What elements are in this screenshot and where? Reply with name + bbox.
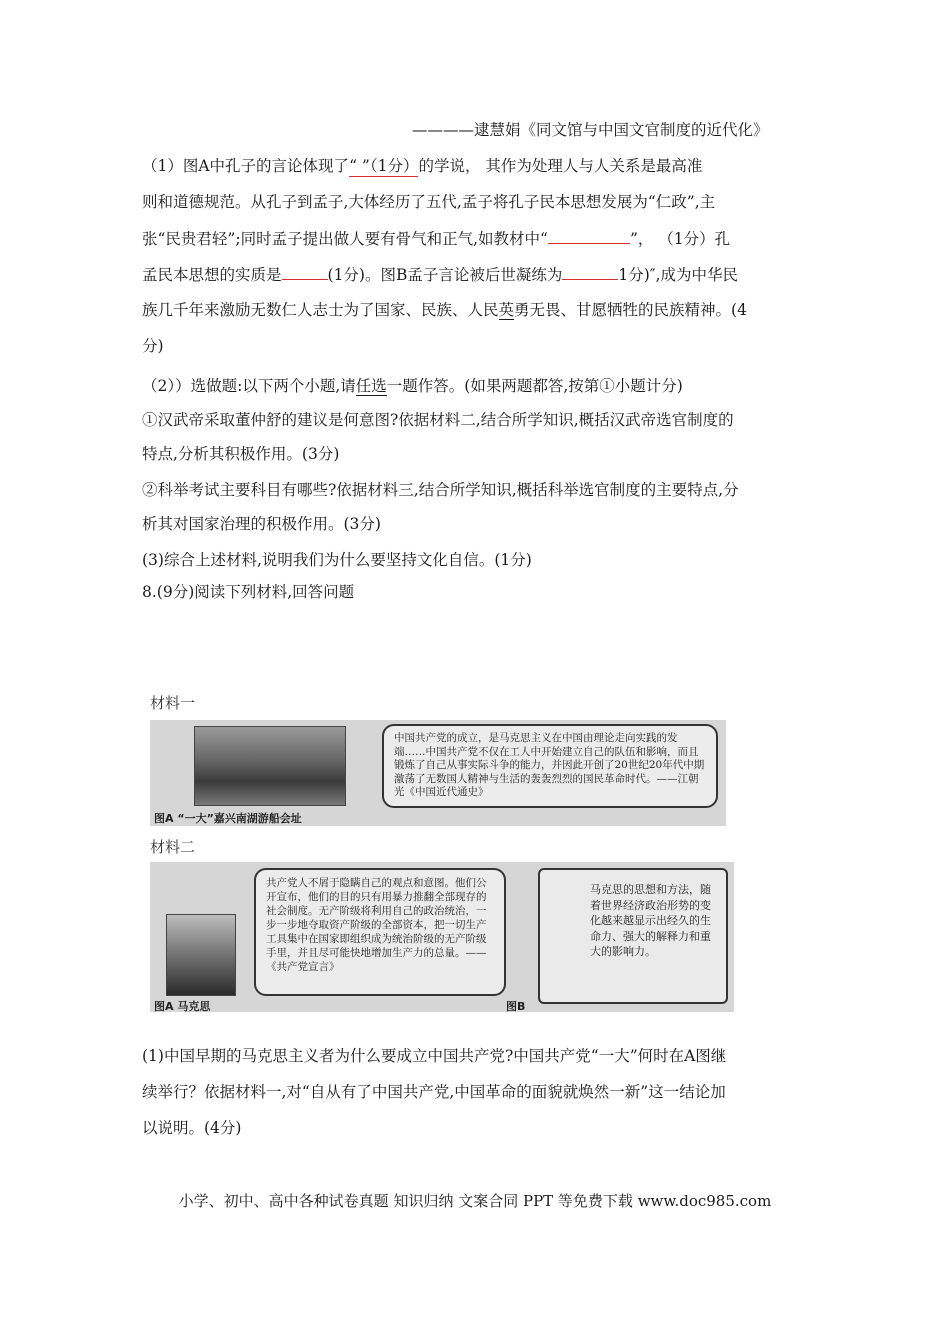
- material-1-image: [150, 720, 726, 826]
- q1-text: 族几千年来激励无数仁人志士为了国家、民族、人民: [142, 301, 499, 319]
- q2-line-5: 析其对国家治理的积极作用。(3分): [142, 515, 381, 533]
- material-2-image: [150, 862, 734, 1012]
- q1-line-5: [142, 300, 812, 320]
- material-2-quote: 共产党人不屑于隐瞒自己的观点和意图。他们公开宣布，他们的目的只有用暴力推翻全部现存的社会制度。无产阶级将利用自己的政治统治，一步一步地夺取资产阶级的全部资本，把一切生产工具集中在国家即组织成为统治阶级的无产阶级手里，并且尽可能快地增加生产力的总量。——《共产党宣言》: [254, 868, 506, 996]
- material-2-caption-a: 图A 马克思: [154, 1000, 211, 1012]
- underlined-word: 任选: [355, 377, 387, 395]
- q1-line-3: [142, 228, 812, 249]
- q8-1-line-2: 续举行？依据材料一,对“自从有了中国共产党,中国革命的面貌就焕然一新”这一结论加: [142, 1083, 726, 1101]
- q1-line-4: [142, 264, 812, 285]
- answer-blank-2: [548, 228, 630, 244]
- underlined-word: 英: [498, 301, 515, 319]
- material-1-label: 材料一: [150, 694, 196, 712]
- q1-text: (1分)。图B孟子言论被后世凝练为: [327, 266, 563, 284]
- q2-line-2: ①汉武帝采取董仲舒的建议是何意图?依据材料二,结合所学知识,概括汉武帝选官制度的: [142, 411, 734, 429]
- q1-text: （1）图A中孔子的言论体现了: [142, 157, 350, 175]
- answer-blank-1: “ ”（1分）: [349, 157, 419, 175]
- q1-text: 的学说， 其作为处理人与人关系是最高准: [418, 157, 703, 175]
- answer-blank-4: [562, 264, 618, 280]
- south-lake-boat-photo: [194, 726, 346, 806]
- q1-text: 孟民本思想的实质是: [142, 266, 282, 284]
- q1-text: ”， （1分）孔: [629, 230, 731, 248]
- answer-blank-3: [282, 264, 328, 280]
- source-citation: ————逮慧娟《同文馆与中国文官制度的近代化》: [412, 121, 769, 139]
- page-footer: 小学、初中、高中各种试卷真题 知识归纳 文案合同 PPT 等免费下载 www.doc985.com: [178, 1192, 772, 1210]
- q3-line: (3)综合上述材料,说明我们为什么要坚持文化自信。(1分): [142, 551, 532, 569]
- q1-line-2: 则和道德规范。从孔子到孟子,大体经历了五代,孟子将孔子民本思想发展为“仁政”,主: [142, 193, 716, 211]
- q1-line-1: [142, 156, 812, 177]
- q2-line-4: ②科举考试主要科目有哪些?依据材料三,结合所学知识,概括科举选官制度的主要特点,分: [142, 481, 739, 499]
- q8-1-line-3: 以说明。(4分): [142, 1119, 242, 1137]
- q2-line-3: 特点,分析其积极作用。(3分): [142, 445, 340, 463]
- q1-text: 1分)″,成为中华民: [618, 266, 739, 284]
- q2-text: （2））选做题:以下两个小题,请: [142, 377, 356, 395]
- q8-1-line-1: (1)中国早期的马克思主义者为什么要成立中国共产党?中国共产党“一大”何时在A图继: [142, 1047, 727, 1065]
- q1-line-6: 分): [142, 337, 164, 355]
- scroll-text: 马克思的思想和方法，随着世界经济政治形势的变化越来越显示出经久的生命力、强大的解释力和重大的影响力。: [590, 883, 711, 958]
- material-2-label: 材料二: [150, 838, 196, 856]
- material-2-caption-b: 图B: [506, 1000, 526, 1012]
- q2-line-1: [142, 376, 812, 396]
- q8-heading: 8.(9分)阅读下列材料,回答问题: [142, 583, 355, 601]
- material-1-caption: 图A “一大”嘉兴南湖游船会址: [154, 812, 302, 825]
- q2-text: 一题作答。(如果两题都答,按第①小题计分): [386, 377, 683, 395]
- material-1-quote: 中国共产党的成立，是马克思主义在中国由理论走向实践的发端……中国共产党不仅在工人中开始建立自己的队伍和影响，而且锻炼了自己从事实际斗争的能力，并因此开创了20世纪20年代中期激荡了无数国人精神与生活的轰轰烈烈的国民革命时代。——江朝光《中国近代通史》: [382, 724, 718, 808]
- scroll-graphic: [538, 868, 728, 1004]
- marx-portrait: [166, 914, 236, 996]
- q1-text: 勇无畏、甘愿牺牲的民族精神。(4: [514, 301, 747, 319]
- q1-text: 张“民贵君轻”;同时孟子提出做人要有骨气和正气,如教材中“: [142, 230, 548, 248]
